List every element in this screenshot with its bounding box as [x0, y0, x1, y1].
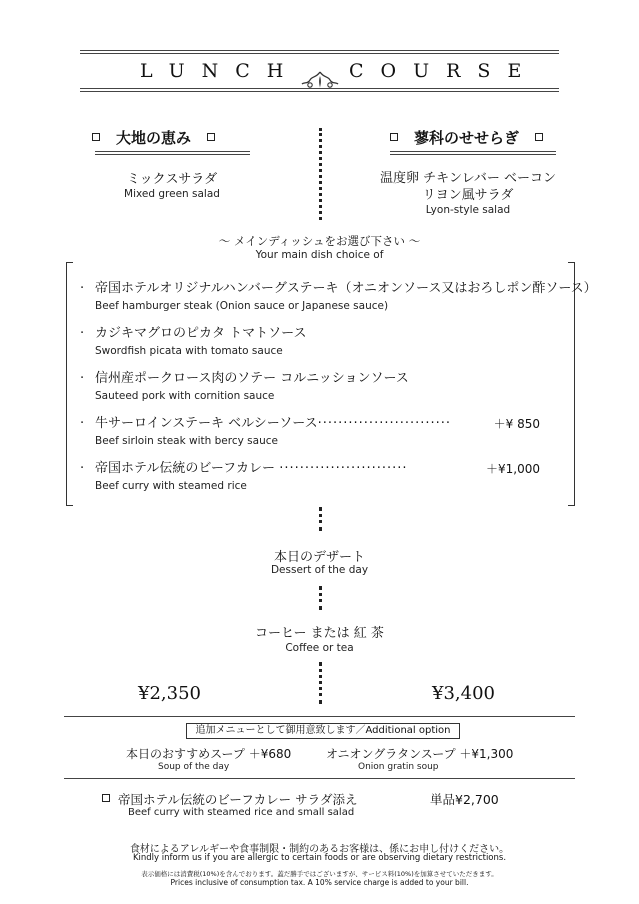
- main-item-price: ＋¥1,000: [486, 462, 540, 476]
- soup1-jp: 本日のおすすめスープ ＋¥680: [126, 747, 292, 761]
- course-left-rule-2: [95, 154, 250, 155]
- course-right-name: 蓼科のせせらぎ: [414, 128, 520, 147]
- drink-en: Coffee or tea: [285, 642, 354, 654]
- course-right-rule-2: [390, 154, 556, 155]
- options-rule-top: [64, 716, 575, 717]
- main-choice-heading-jp: ～ メインディッシュをお選び下さい ～: [218, 234, 421, 248]
- soup1-en: Soup of the day: [158, 762, 230, 772]
- price-right: ¥3,400: [432, 683, 495, 704]
- course-left-dish-jp: ミックスサラダ: [126, 172, 218, 187]
- main-item-jp: カジキマグロのピカタ トマトソース: [95, 326, 307, 341]
- square-icon: [535, 133, 543, 141]
- price-left: ¥2,350: [138, 683, 201, 704]
- drink-jp: コーヒー または 紅 茶: [255, 626, 384, 641]
- dotted-divider: [319, 662, 322, 704]
- title-course: COURSE: [349, 60, 539, 82]
- course-right-dish-jp-2: リヨン風サラダ: [422, 188, 514, 203]
- main-item: · 帝国ホテルオリジナルハンバーグステーキ（オニオンソース又はおろしポン酢ソース） Beef hamburger steak (Onion sauce or Japanese sauce): [80, 281, 597, 312]
- curry-option-en: Beef curry with steamed rice and small salad: [128, 807, 355, 818]
- title-lunch: LUNCH: [140, 60, 301, 82]
- soup2-en: Onion gratin soup: [358, 762, 439, 772]
- main-item-en: Sauteed pork with cornition sauce: [95, 390, 275, 402]
- course-left-name: 大地の恵み: [116, 128, 192, 147]
- dessert-jp: 本日のデザート: [273, 550, 365, 565]
- main-item-en: Beef sirloin steak with bercy sauce: [95, 435, 278, 447]
- main-item-jp: 信州産ポークロース肉のソテー コルニッションソース: [95, 371, 409, 386]
- main-item-jp: 帝国ホテル伝統のビーフカレー: [95, 461, 276, 476]
- main-item: · 信州産ポークロース肉のソテー コルニッションソース Sauteed pork with cornition sauce: [80, 370, 570, 403]
- curry-option-price: 単品¥2,700: [430, 792, 499, 807]
- price-leader: ·························: [279, 461, 408, 476]
- header-rule-top-2: [80, 53, 559, 54]
- center-dotted-divider: [319, 128, 322, 220]
- dotted-divider: [319, 586, 322, 610]
- dotted-divider: [319, 507, 322, 531]
- square-icon: [207, 133, 215, 141]
- square-icon: [102, 794, 110, 802]
- ornament-icon: [300, 70, 340, 90]
- curry-option-jp: 帝国ホテル伝統のビーフカレー サラダ添え: [118, 792, 358, 807]
- course-left-head: [92, 126, 215, 148]
- main-item-jp: 牛サーロインステーキ ベルシーソース: [95, 416, 318, 431]
- allergy-note-en: Kindly inform us if you are allergic to certain foods or are observing dietary restrictions.: [132, 853, 507, 863]
- course-left-rule: [95, 151, 250, 152]
- course-right-head: [390, 126, 543, 148]
- tax-note-jp: 表示価格には消費税(10%)を含んでおります。蓋だ勝手ではございますが、サービス料(10%)を加算させていただきます。: [141, 870, 498, 878]
- main-item: · カジキマグロのピカタ トマトソース Swordfish picata with tomato sauce: [80, 325, 570, 358]
- tax-note-en: Prices inclusive of consumption tax. A 10% service charge is added to your bill.: [170, 878, 469, 887]
- course-left-dish-en: Mixed green salad: [124, 188, 220, 200]
- main-item-en: Beef hamburger steak (Onion sauce or Japanese sauce): [95, 300, 389, 312]
- main-item-en: Swordfish picata with tomato sauce: [95, 345, 283, 357]
- price-leader: ··························: [317, 416, 452, 431]
- square-icon: [92, 133, 100, 141]
- main-item-jp: 帝国ホテルオリジナルハンバーグステーキ（オニオンソース又はおろしポン酢ソース）: [95, 281, 597, 296]
- main-item-price: ＋¥ 850: [493, 417, 540, 431]
- course-right-rule: [390, 151, 556, 152]
- header-rule-bottom: [80, 88, 559, 89]
- course-right-dish-jp-1: 温度卵 チキンレバー ベーコン: [380, 171, 556, 186]
- main-item: · 牛サーロインステーキ ベルシーソース·························· ＋¥ 850 Beef sirloin steak with bercy sauce: [80, 415, 570, 448]
- main-item-en: Beef curry with steamed rice: [95, 480, 247, 492]
- main-item: · 帝国ホテル伝統のビーフカレー ························· ＋¥1,000 Beef curry with steamed rice: [80, 460, 570, 493]
- bracket-left: [66, 262, 73, 506]
- square-icon: [390, 133, 398, 141]
- option-label-box: 追加メニューとして御用意致します／Additional option: [186, 723, 460, 739]
- soup2-jp: オニオングラタンスープ ＋¥1,300: [326, 747, 514, 761]
- main-choice-heading-en: Your main dish choice of: [255, 249, 384, 261]
- page-title: [0, 60, 639, 84]
- options-rule-bottom: [64, 778, 575, 779]
- course-right-dish-en: Lyon-style salad: [425, 204, 511, 216]
- header-rule-bottom-2: [80, 91, 559, 92]
- allergy-note-jp: 食材によるアレルギーや食事制限・制約のあるお客様は、係にお申し付けください。: [129, 844, 510, 855]
- dessert-en: Dessert of the day: [270, 564, 369, 576]
- header-rule-top: [80, 50, 559, 51]
